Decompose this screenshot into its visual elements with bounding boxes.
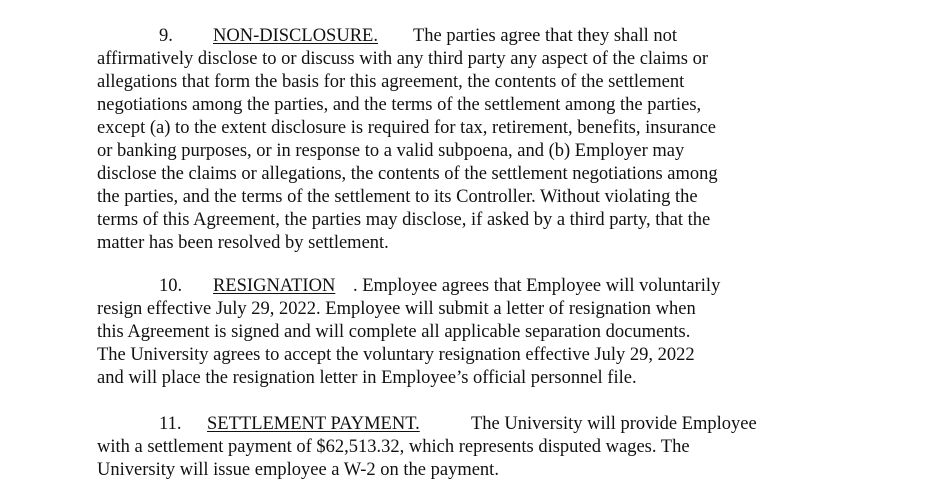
paragraph-line: affirmatively disclose to or discuss with any third party any aspect of the claims or [97, 49, 709, 69]
paragraph-line: disclose the claims or allegations, the contents of the settlement negotiations among [97, 164, 718, 184]
section-text: . Employee agrees that Employee will voluntarily [353, 276, 721, 296]
paragraph-line: and will place the resignation letter in Employee’s official personnel file. [97, 368, 637, 388]
paragraph-line: allegations that form the basis for this agreement, the contents of the settlement [97, 72, 685, 92]
section-number: 9. [159, 26, 173, 46]
paragraph-line: The University agrees to accept the voluntary resignation effective July 29, 2022 [97, 345, 695, 365]
section-heading: RESIGNATION [213, 276, 336, 296]
section-text: The University will provide Employee [471, 414, 757, 434]
section-heading: NON-DISCLOSURE. [213, 26, 378, 46]
section-number: 10. [159, 276, 183, 296]
paragraph-line: matter has been resolved by settlement. [97, 233, 389, 253]
paragraph-line: the parties, and the terms of the settlement to its Controller. Without violating the [97, 187, 698, 207]
paragraph-line: with a settlement payment of $62,513.32, which represents disputed wages. The [97, 437, 690, 457]
paragraph-line: this Agreement is signed and will complete all applicable separation documents. [97, 322, 691, 342]
paragraph-line: University will issue employee a W-2 on the payment. [97, 460, 499, 480]
section-number: 11. [159, 414, 182, 434]
paragraph-line: negotiations among the parties, and the terms of the settlement among the parties, [97, 95, 702, 115]
paragraph-line: resign effective July 29, 2022. Employee will submit a letter of resignation when [97, 299, 696, 319]
section-text: The parties agree that they shall not [413, 26, 678, 46]
paragraph-line: except (a) to the extent disclosure is required for tax, retirement, benefits, insurance [97, 118, 716, 138]
section-heading: SETTLEMENT PAYMENT. [207, 414, 420, 434]
paragraph-line: or banking purposes, or in response to a valid subpoena, and (b) Employer may [97, 141, 685, 161]
paragraph-line: terms of this Agreement, the parties may disclose, if asked by a third party, that the [97, 210, 711, 230]
